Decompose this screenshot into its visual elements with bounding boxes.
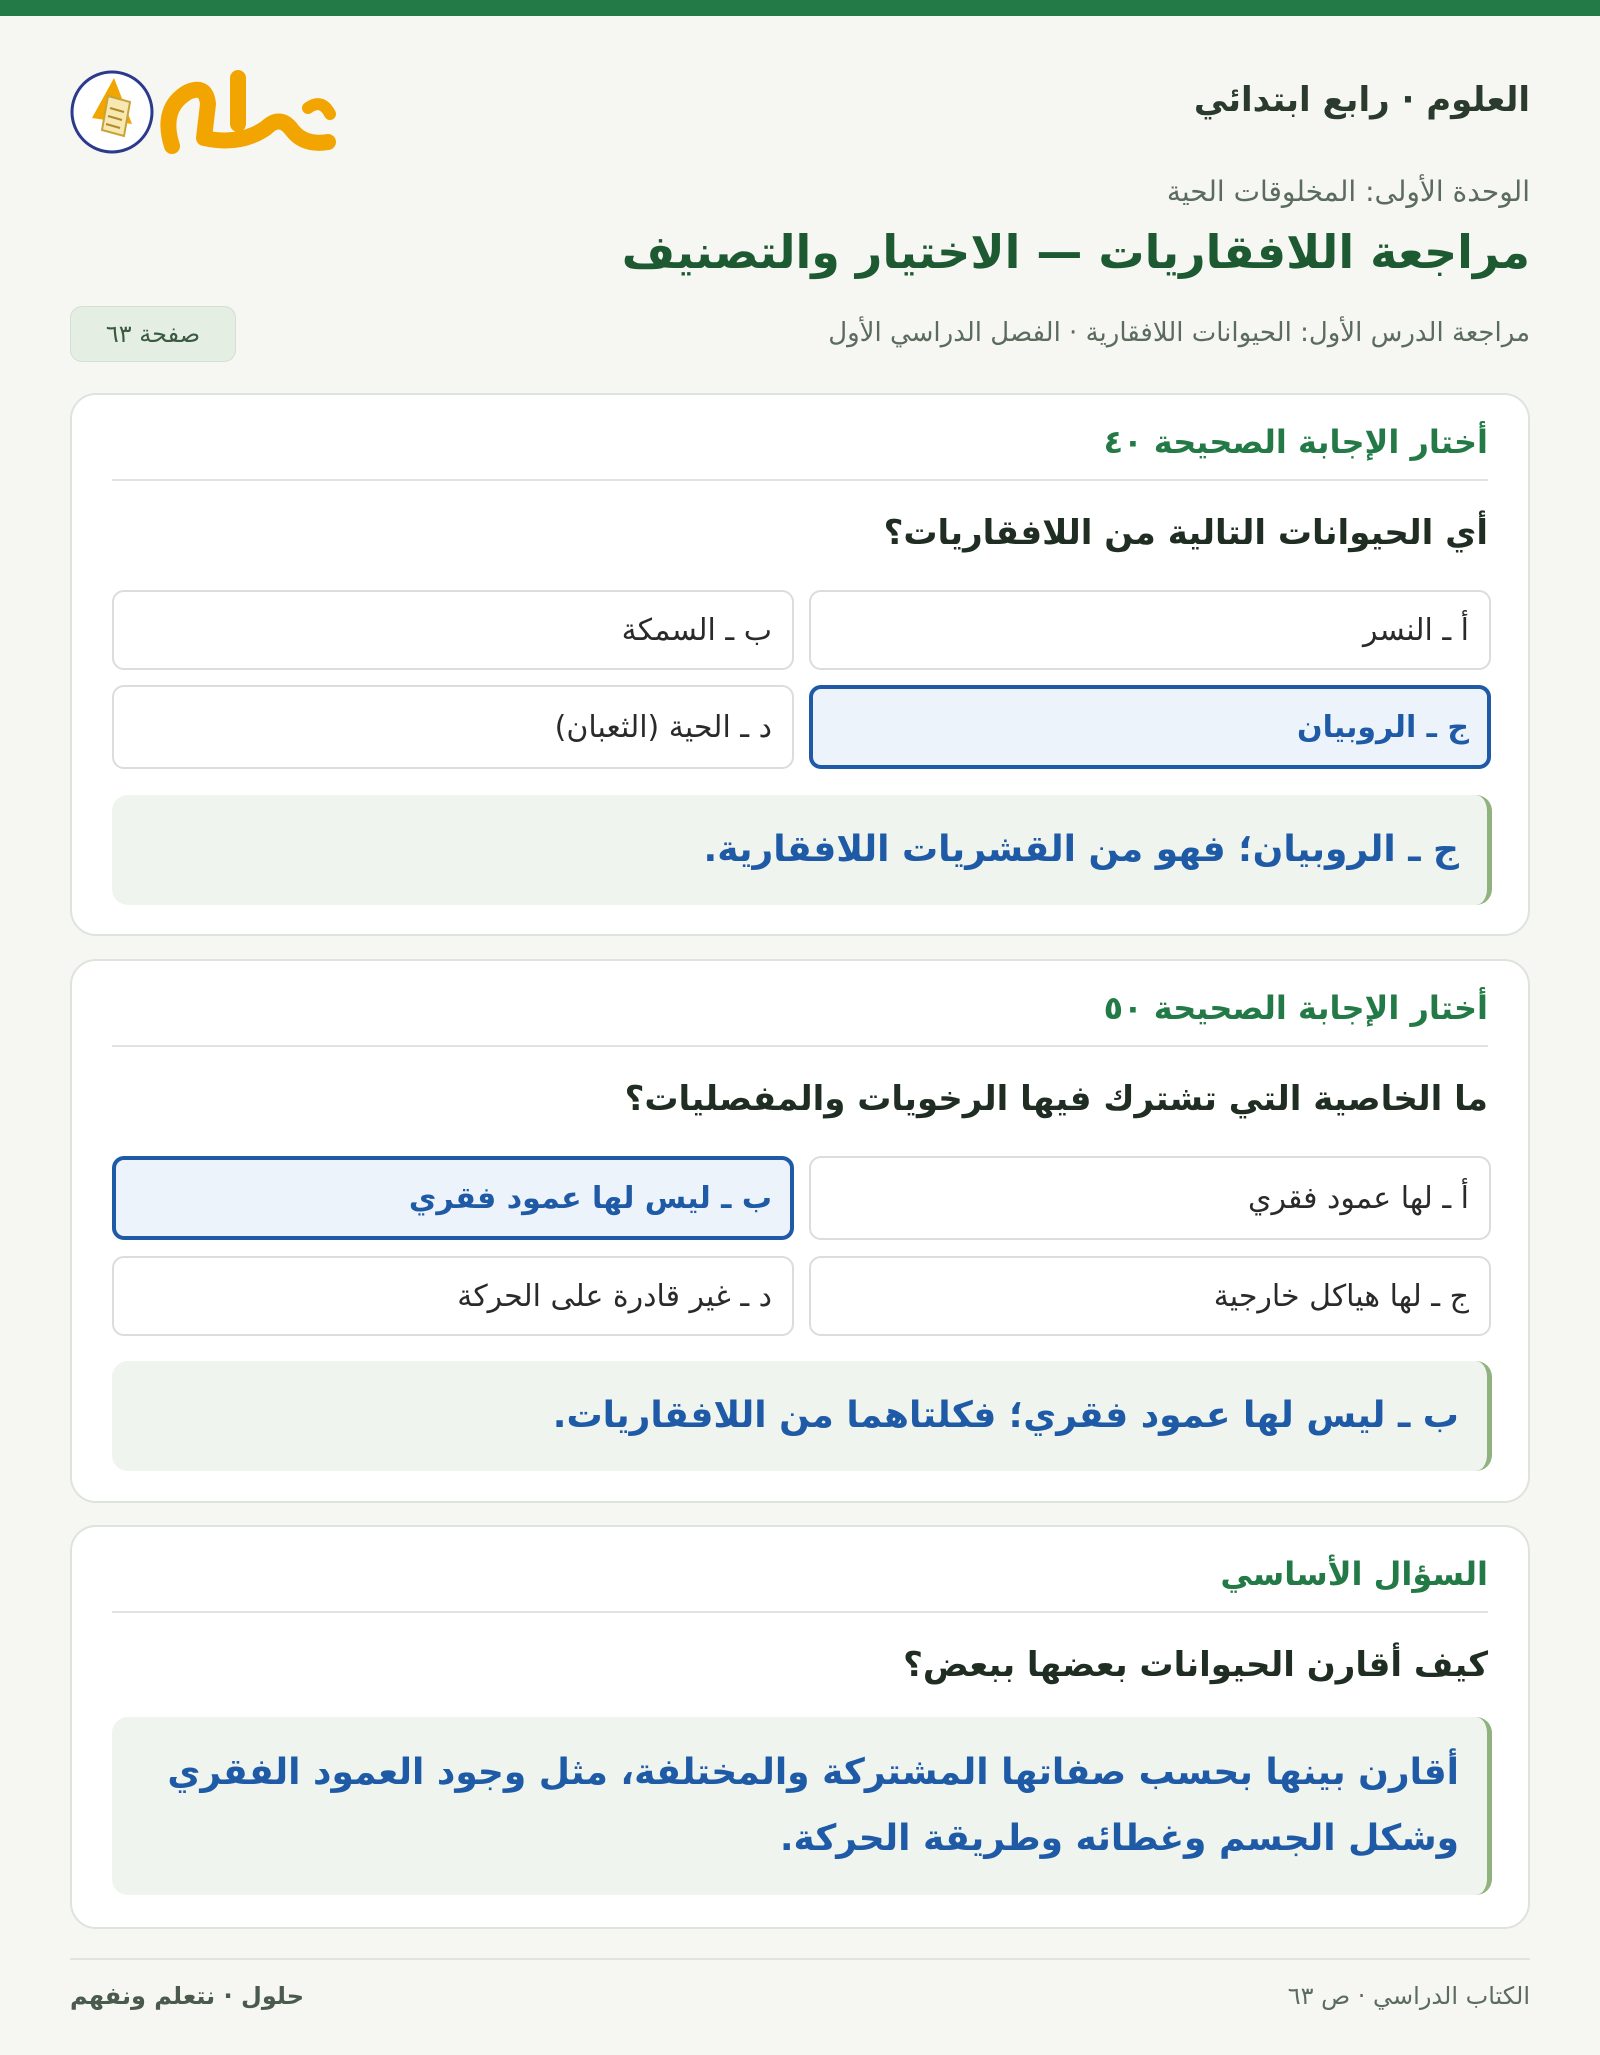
essential-prompt: كيف أقارن الحيوانات بعضها ببعض؟	[903, 1645, 1488, 1685]
option-a[interactable]: أ ـ لها عمود فقري	[809, 1156, 1491, 1240]
option-d[interactable]: د ـ الحية (الثعبان)	[112, 685, 794, 769]
card-header	[112, 395, 1488, 481]
option-a[interactable]: أ ـ النسر	[809, 590, 1491, 670]
essential-question-card	[70, 1525, 1530, 1929]
subject-grade-title: العلوم · رابع ابتدائي	[1193, 80, 1530, 120]
footer-brand: حلول · نتعلم ونفهم	[70, 1982, 304, 2010]
card-title: أختار الإجابة الصحيحة ٤٠	[1103, 423, 1488, 461]
question-card-40	[70, 393, 1530, 936]
option-b-selected[interactable]: ب ـ ليس لها عمود فقري	[112, 1156, 794, 1240]
footer-divider	[70, 1958, 1530, 1960]
option-c[interactable]: ج ـ لها هياكل خارجية	[809, 1256, 1491, 1336]
question-prompt: أي الحيوانات التالية من اللافقاريات؟	[883, 513, 1488, 553]
unit-label: الوحدة الأولى: المخلوقات الحية	[1166, 175, 1530, 208]
option-d[interactable]: د ـ غير قادرة على الحركة	[112, 1256, 794, 1336]
top-accent-bar	[0, 0, 1600, 16]
answer-box: ب ـ ليس لها عمود فقري؛ فكلتاهما من اللافقاريات.	[112, 1361, 1492, 1471]
lesson-subtitle: مراجعة الدرس الأول: الحيوانات اللافقارية · الفصل الدراسي الأول	[828, 318, 1530, 348]
card-title: أختار الإجابة الصحيحة ٥٠	[1103, 989, 1488, 1027]
page-header	[70, 50, 1530, 160]
option-b[interactable]: ب ـ السمكة	[112, 590, 794, 670]
question-card-50	[70, 959, 1530, 1503]
answer-box: ج ـ الروبيان؛ فهو من القشريات اللافقارية.	[112, 795, 1492, 905]
page-title: مراجعة اللافقاريات — الاختيار والتصنيف	[621, 225, 1530, 279]
card-header	[112, 1527, 1488, 1613]
card-title: السؤال الأساسي	[1220, 1555, 1488, 1593]
footer-source: الكتاب الدراسي · ص ٦٣	[1287, 1982, 1530, 2010]
hulul-logo-icon	[70, 58, 340, 158]
card-header	[112, 961, 1488, 1047]
question-prompt: ما الخاصية التي تشترك فيها الرخويات والمفصليات؟	[624, 1079, 1488, 1119]
essential-answer-box: أقارن بينها بحسب صفاتها المشتركة والمختلفة، مثل وجود العمود الفقري وشكل الجسم وغطائه وطريقة الحركة.	[112, 1717, 1492, 1895]
page-number-badge: صفحة ٦٣	[70, 306, 236, 362]
option-c-selected[interactable]: ج ـ الروبيان	[809, 685, 1491, 769]
